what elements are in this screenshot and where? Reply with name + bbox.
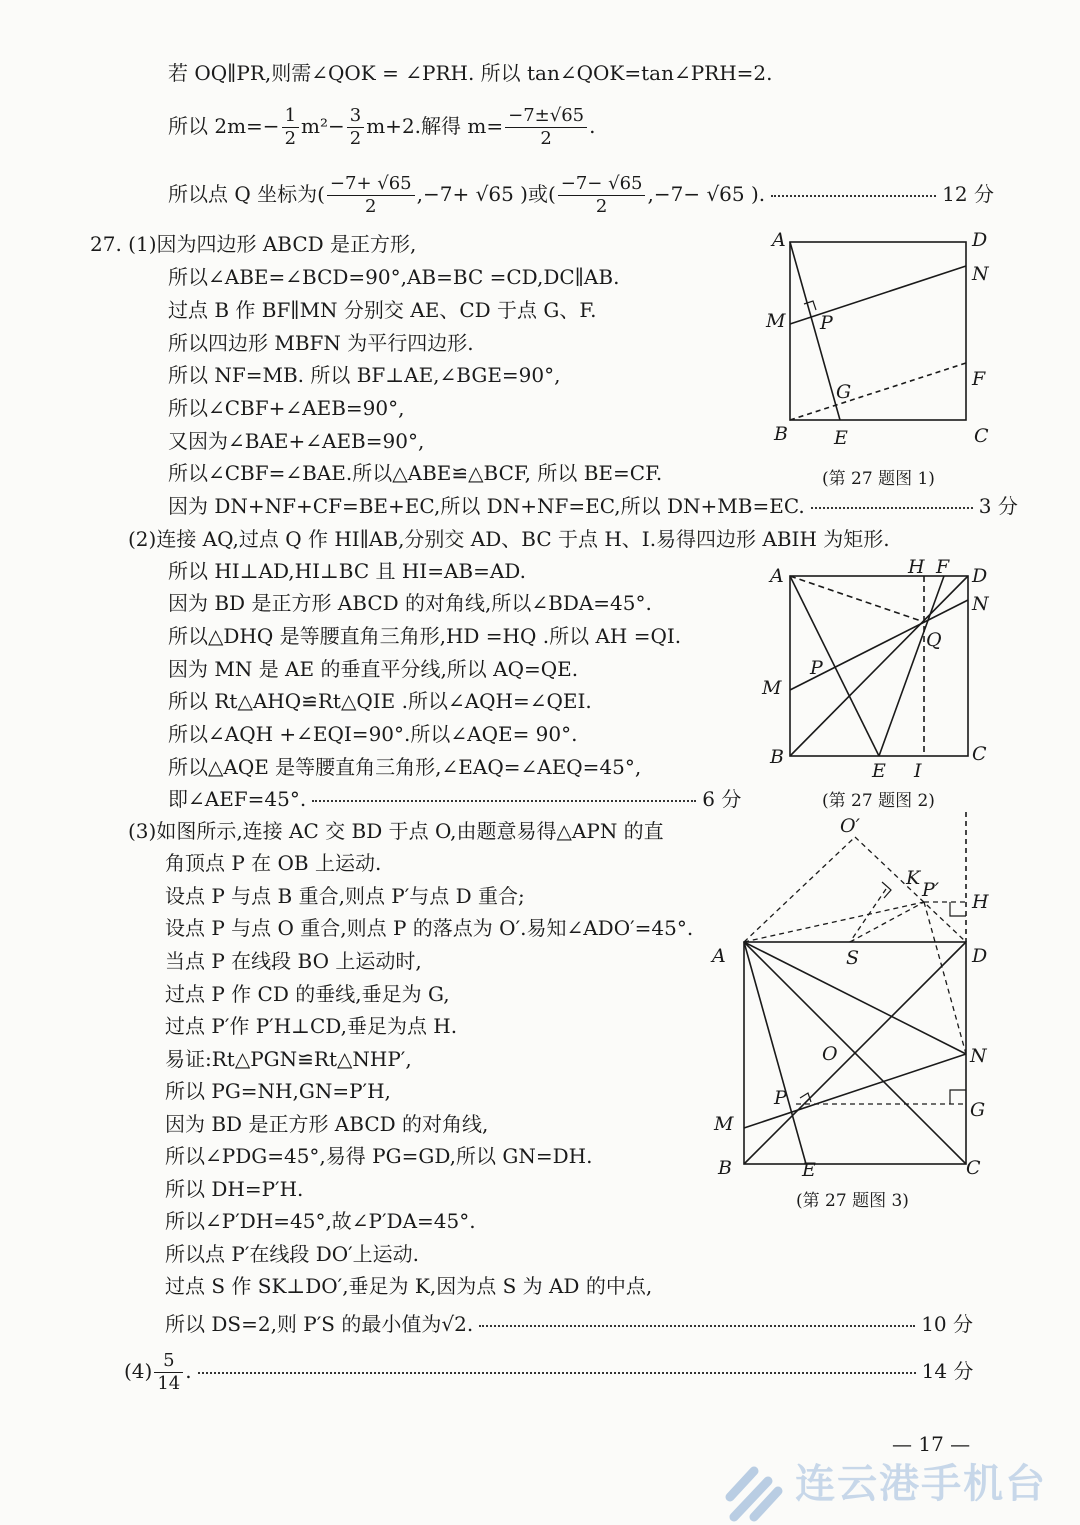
label-c: C — [972, 743, 987, 765]
leader-dots — [811, 507, 973, 509]
text-line: 所以△DHQ 是等腰直角三角形,HD =HQ .所以 AH =QI. — [168, 624, 682, 648]
text-line: 所以点 P′在线段 DO′上运动. — [165, 1242, 420, 1266]
denominator: 2 — [284, 128, 297, 149]
denominator: 2 — [349, 128, 362, 149]
text-line — [168, 786, 741, 812]
label-s: S — [846, 947, 860, 969]
right-angle-mark — [882, 882, 891, 898]
text-part: ,−7+ √65 )或( — [416, 182, 556, 206]
text-part: m+2.解得 m= — [366, 114, 504, 138]
segment-bf — [790, 363, 966, 420]
label-q: Q — [926, 629, 942, 651]
label-a: A — [770, 565, 784, 587]
score-label: 10 分 — [921, 1312, 973, 1336]
label-f: F — [972, 368, 986, 390]
label-n: N — [972, 263, 989, 285]
question-heading: 27. (1)因为四边形 ABCD 是正方形, — [90, 232, 417, 256]
figure-27-1 — [760, 228, 1000, 488]
right-angle-mark — [800, 1093, 811, 1102]
label-e: E — [834, 427, 848, 449]
text-line: 所以∠AQH +∠EQI=90°.所以∠AQE= 90°. — [168, 722, 578, 746]
fraction — [558, 173, 646, 218]
text-part: 所以点 Q 坐标为( — [168, 182, 325, 206]
numerator: 3 — [347, 105, 364, 128]
text-line: 设点 P 与点 B 重合,则点 P′与点 D 重合; — [165, 884, 525, 908]
figure-caption: (第 27 题图 2) — [822, 791, 935, 811]
label-c: C — [974, 425, 989, 447]
leader-dots — [771, 195, 936, 197]
text-line — [124, 1346, 973, 1396]
text-line: 所以∠P′DH=45°,故∠P′DA=45°. — [165, 1209, 476, 1233]
label-g: G — [836, 381, 852, 403]
figure-caption: (第 27 题图 1) — [822, 469, 935, 489]
denominator: 2 — [365, 196, 377, 217]
score-label: 3 分 — [978, 494, 1018, 518]
segment-sp1 — [850, 902, 924, 942]
question-heading: (3)如图所示,连接 AC 交 BD 于点 O,由题意易得△APN 的直 — [128, 819, 664, 843]
text-line: 过点 S 作 SK⊥DO′,垂足为 K,因为点 S 为 AD 的中点, — [165, 1274, 653, 1298]
label-d: D — [972, 945, 988, 967]
numerator: −7− √65 — [558, 173, 646, 196]
figure-caption: (第 27 题图 3) — [796, 1191, 909, 1211]
leader-dots — [198, 1372, 916, 1374]
numerator: −7±√65 — [505, 105, 587, 128]
text-line: 因为 BD 是正方形 ABCD 的对角线, — [165, 1112, 489, 1136]
fraction — [327, 173, 415, 218]
text-part: 即∠AEF=45°. — [168, 787, 307, 811]
text-line: 设点 P 与点 O 重合,则点 P 的落点为 O′.易知∠ADO′=45°. — [165, 916, 694, 940]
fraction — [154, 1350, 183, 1395]
score-label: 6 分 — [702, 787, 742, 811]
leader-dots — [312, 800, 696, 802]
label-h: H — [908, 556, 925, 578]
fraction — [347, 105, 364, 150]
label-o-prime: O′ — [840, 815, 860, 837]
denominator: 2 — [595, 196, 608, 217]
label-g: G — [970, 1099, 986, 1121]
segment-ae — [744, 942, 806, 1164]
text-line — [168, 493, 1018, 519]
text-part: 所以 2m=− — [168, 114, 280, 138]
text-line: 所以 NF=MB. 所以 BF⊥AE,∠BGE=90°, — [168, 363, 561, 387]
square-abcd — [790, 242, 966, 420]
label-p-prime: P′ — [922, 879, 940, 901]
text-part: . — [589, 114, 596, 138]
label-b: B — [718, 1157, 732, 1179]
label-p: P — [774, 1087, 787, 1109]
label-k: K — [906, 867, 921, 889]
text-line: 所以∠CBF+∠AEB=90°, — [168, 396, 405, 420]
text-line: 所以∠CBF=∠BAE.所以△ABE≌△BCF, 所以 BE=CF. — [168, 461, 663, 485]
segment-ef — [879, 576, 944, 756]
label-p: P — [820, 312, 833, 334]
text-line: 过点 P′作 P′H⊥CD,垂足为点 H. — [165, 1014, 458, 1038]
text-line: 当点 P 在线段 BO 上运动时, — [165, 949, 422, 973]
text-line: 所以∠ABE=∠BCD=90°,AB=BC =CD,DC∥AB. — [168, 265, 620, 289]
text-line: 所以△AQE 是等腰直角三角形,∠EAQ=∠AEQ=45°, — [168, 755, 642, 779]
right-angle-mark — [950, 1090, 966, 1104]
watermark — [720, 1452, 1047, 1523]
text-line: 所以 HI⊥AD,HI⊥BC 且 HI=AB=AD. — [168, 559, 526, 583]
label-a: A — [712, 945, 726, 967]
label-m: M — [714, 1113, 734, 1135]
label-f: F — [936, 556, 950, 578]
label-p: P — [810, 657, 823, 679]
text-line: 所以∠PDG=45°,易得 PG=GD,所以 GN=DH. — [165, 1144, 593, 1168]
equation-line — [168, 102, 595, 150]
label-b: B — [774, 423, 788, 445]
question-heading: (2)连接 AQ,过点 Q 作 HI∥AB,分别交 AD、BC 于点 H、I.易得四边形 ABIH 为矩形. — [128, 527, 890, 551]
text-line: 易证:Rt△PGN≌Rt△NHP′, — [165, 1047, 412, 1071]
label-d: D — [972, 229, 988, 251]
denominator: 2 — [540, 128, 552, 149]
segment-ae — [790, 576, 879, 756]
text-line: 因为 MN 是 AE 的垂直平分线,所以 AQ=QE. — [168, 657, 579, 681]
segment-ap1 — [744, 902, 924, 942]
text-part: ,−7− √65 ). — [647, 182, 766, 206]
page-number: — 17 — — [892, 1432, 971, 1456]
denominator: 14 — [157, 1373, 181, 1394]
label-m: M — [762, 677, 782, 699]
watermark-logo-icon — [720, 1463, 790, 1523]
text-line: 角顶点 P 在 OB 上运动. — [165, 851, 382, 875]
text-part: (4) — [124, 1359, 153, 1383]
fraction — [505, 105, 587, 150]
label-o: O — [822, 1043, 838, 1065]
text-part: 因为 DN+NF+CF=BE+EC,所以 DN+NF=EC,所以 DN+MB=EC. — [168, 494, 805, 518]
text-line: 又因为∠BAE+∠AEB=90°, — [168, 429, 425, 453]
text-line: 若 OQ∥PR,则需∠QOK = ∠PRH. 所以 tan∠QOK=tan∠PRH=2. — [168, 61, 773, 85]
text-line: 所以 DH=P′H. — [165, 1177, 304, 1201]
segment-mn — [790, 266, 966, 324]
watermark-text: 连云港手机台 — [795, 1461, 1048, 1507]
text-part: . — [185, 1359, 192, 1383]
label-n: N — [972, 593, 989, 615]
label-d: D — [972, 565, 988, 587]
score-label: 12 分 — [942, 182, 994, 206]
figure-27-2 — [760, 556, 1000, 796]
numerator: 1 — [282, 105, 299, 128]
text-line: 所以四边形 MBFN 为平行四边形. — [168, 331, 474, 355]
text-line: 所以 PG=NH,GN=P′H, — [165, 1079, 391, 1103]
leader-dots — [479, 1325, 915, 1327]
label-c: C — [966, 1157, 981, 1179]
text-line: 因为 BD 是正方形 ABCD 的对角线,所以∠BDA=45°. — [168, 591, 652, 615]
label-e: E — [872, 760, 886, 782]
numerator: 5 — [154, 1350, 183, 1373]
fraction — [282, 105, 299, 150]
label-n: N — [970, 1045, 987, 1067]
segment-sk — [850, 889, 886, 942]
score-label: 14 分 — [921, 1359, 974, 1383]
equation-line — [168, 170, 994, 218]
label-b: B — [770, 746, 784, 768]
label-e: E — [802, 1159, 816, 1181]
segment-ao1 — [744, 837, 855, 942]
right-angle-mark — [950, 902, 966, 916]
text-line: 所以 Rt△AHQ≌Rt△QIE .所以∠AQH=∠QEI. — [168, 689, 592, 713]
text-line: 过点 P 作 CD 的垂线,垂足为 G, — [165, 982, 450, 1006]
label-h: H — [972, 891, 989, 913]
right-angle-mark — [804, 301, 816, 310]
segment-o1d — [855, 837, 966, 942]
text-part: 所以 DS=2,则 P′S 的最小值为√2. — [165, 1312, 474, 1336]
label-a: A — [772, 229, 786, 251]
figure-27-3 — [700, 812, 1000, 1192]
numerator: −7+ √65 — [327, 173, 415, 196]
text-line — [165, 1311, 973, 1337]
text-part: m²− — [301, 114, 345, 138]
text-line: 过点 B 作 BF∥MN 分别交 AE、CD 于点 G、F. — [168, 298, 597, 322]
label-i: I — [914, 760, 922, 782]
label-m: M — [766, 310, 786, 332]
